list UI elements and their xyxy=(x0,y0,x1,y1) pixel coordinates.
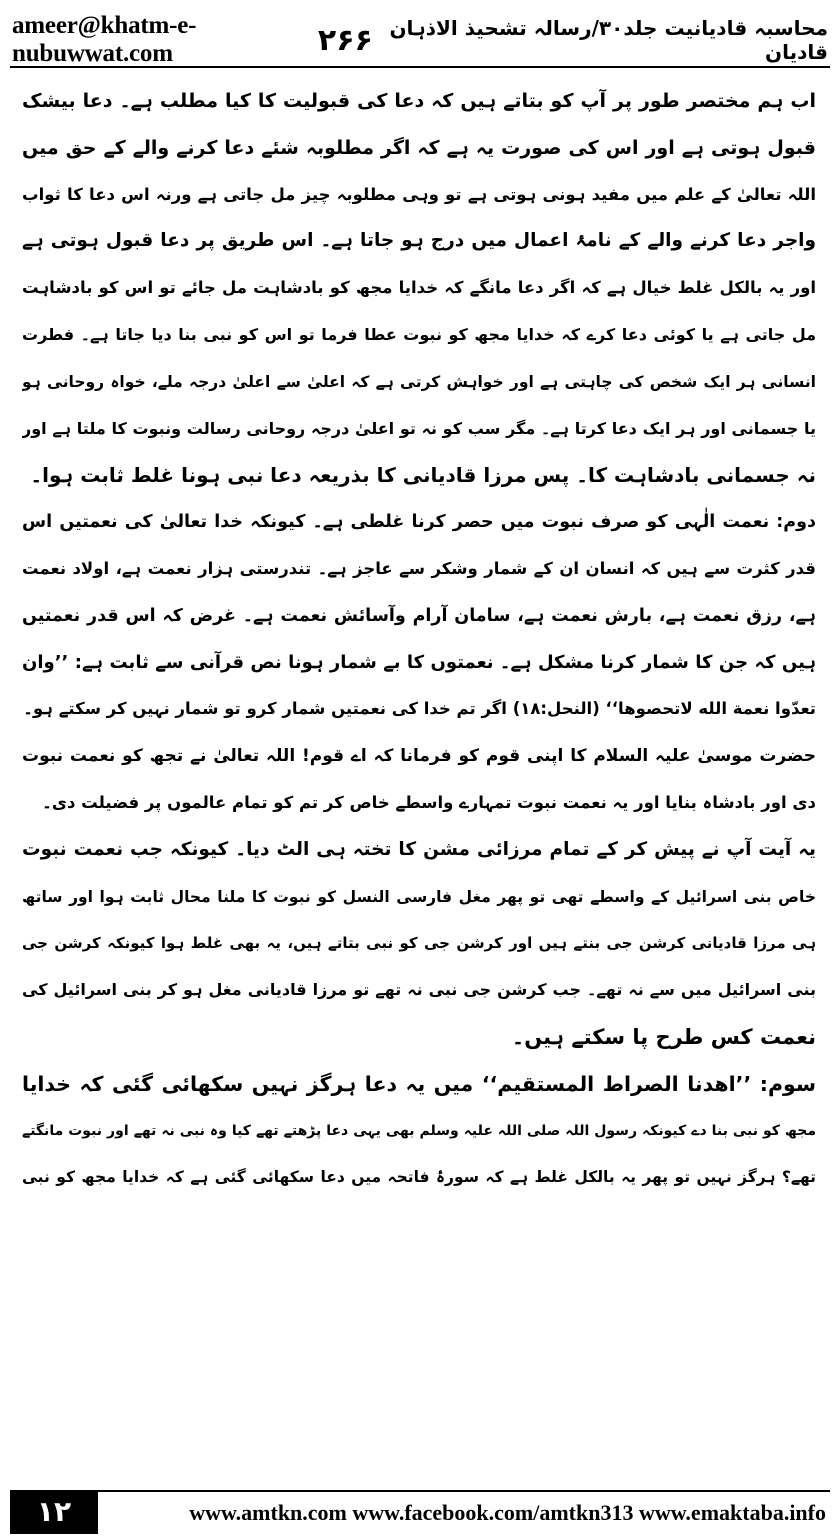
header-rule xyxy=(10,66,830,68)
footer-page-number: ۱۲ xyxy=(10,1490,98,1534)
text-line: دی اور بادشاہ بنایا اور یہ نعمت نبوت تمہارے واسطے خاص کر تم کو تمام عالموں پر فضیلت دی۔ xyxy=(42,792,816,812)
text-line: واجر دعا کرنے والے کے نامۂ اعمال میں درج ہو جاتا ہے۔ اس طریق پر دعا قبول ہوتی ہے xyxy=(22,230,816,252)
text-line: قبول ہوتی ہے اور اس کی صورت یہ ہے کہ اگر مطلوبہ شئے دعا کرنے والے کے حق میں xyxy=(22,136,816,159)
text-line: سوم: ’’اھدنا الصراط المستقیم‘‘ میں یہ دعا ہرگز نہیں سکھائی گئی کہ خدایا xyxy=(22,1071,816,1096)
header-page-number: ۲۶۶ xyxy=(317,22,373,58)
text-line: یا جسمانی اور ہر ایک دعا کرتا ہے۔ مگر سب کو نہ تو اعلیٰ درجہ روحانی رسالت ونبوت کا ملتا ہے اور xyxy=(22,418,816,438)
header-email: ameer@khatm-e-nubuwwat.com xyxy=(12,12,197,67)
text-line: ہی مرزا قادیانی کرشن جی بنتے ہیں اور کرشن جی کو نبی بتاتے ہیں، یہ بھی غلط ہوا کیونکہ کرشن جی xyxy=(22,934,816,953)
text-line: ہیں کہ جن کا شمار کرنا مشکل ہے۔ نعمتوں کا بے شمار ہونا نص قرآنی سے ثابت ہے: ’’وان xyxy=(22,651,816,673)
text-line: نعمت کس طرح پا سکتے ہیں۔ xyxy=(511,1024,816,1049)
text-line: ہے، رزق نعمت ہے، بارش نعمت ہے، سامان آرام وآسائش نعمت ہے۔ غرض کہ اس قدر نعمتیں xyxy=(22,605,816,626)
text-line: یہ آیت آپ نے پیش کر کے تمام مرزائی مشن کا تختہ ہی الٹ دیا۔ کیونکہ جب نعمت نبوت xyxy=(22,838,816,860)
text-line: نہ جسمانی بادشاہت کا۔ پس مرزا قادیانی کا بذریعہ دعا نبی ہونا غلط ثابت ہوا۔ xyxy=(30,463,816,488)
text-line: مل جاتی ہے یا کوئی دعا کرے کہ خدایا مجھ کو نبوت عطا فرما تو اس کو نبی بنا دیا جاتا ہے۔ فطرت xyxy=(22,324,816,344)
header-right xyxy=(318,16,828,64)
body-text xyxy=(22,78,816,1201)
text-line: دوم: نعمت الٰہی کو صرف نبوت میں حصر کرنا غلطی ہے۔ کیونکہ خدا تعالیٰ کی نعمتیں اس xyxy=(22,512,816,533)
text-line: بنی اسرائیل میں سے نہ تھے۔ جب کرشن جی نبی نہ تھے تو مرزا قادیانی مغل ہو کر بنی اسرائیل کی xyxy=(22,980,816,1000)
footer-links: www.amtkn.com www.facebook.com/amtkn313 www.emaktaba.info xyxy=(189,1500,826,1525)
text-line: تھے؟ ہرگز نہیں تو پھر یہ بالکل غلط ہے کہ سورۂ فاتحہ میں دعا سکھائی گئی ہے کہ خدایا مجھ کو نبی xyxy=(22,1168,816,1187)
text-line: انسانی ہر ایک شخص کی چاہتی ہے اور خواہش کرتی ہے کہ اعلیٰ سے اعلیٰ درجہ ملے، خواہ روحانی ہو xyxy=(22,372,816,391)
text-line: خاص بنی اسرائیل کے واسطے تھی تو پھر مغل فارسی النسل کو نبوت کا ملنا محال ثابت ہوا اور ساتھ xyxy=(22,887,816,906)
footer-rule xyxy=(98,1490,830,1492)
text-line: اور یہ بالکل غلط خیال ہے کہ اگر دعا مانگے کہ خدایا مجھ کو بادشاہت مل جائے تو اس کو بادشاہت xyxy=(22,278,816,298)
page-footer xyxy=(10,1490,830,1534)
running-title: محاسبہ قادیانیت جلد۳۰/رسالہ تشحیذ الاذہان قادیان xyxy=(389,16,828,64)
page-header xyxy=(12,12,828,67)
text-line: اب ہم مختصر طور پر آپ کو بتاتے ہیں کہ دعا کی قبولیت کا کیا مطلب ہے۔ دعا بیشک xyxy=(22,90,816,112)
text-line: حضرت موسیٰ علیہ السلام کا اپنی قوم کو فرمانا کہ اے قوم! اللہ تعالیٰ نے تجھ کو نعمت نبوت xyxy=(22,746,816,767)
text-line: اللہ تعالیٰ کے علم میں مفید ہونی ہوتی ہے تو وہی مطلوبہ چیز مل جاتی ہے ورنہ اس دعا کا ثواب xyxy=(22,184,816,204)
text-line: قدر کثرت سے ہیں کہ انسان ان کے شمار وشکر سے عاجز ہے۔ تندرستی ہزار نعمت ہے، اولاد نعمت xyxy=(22,558,816,578)
text-line: تعدّوا نعمة الله لاتحصوها‘‘ (النحل:۱۸) اگر تم خدا کی نعمتیں شمار کرو تو شمار نہیں کر سکتے ہو۔ xyxy=(23,699,816,719)
text-line: مجھ کو نبی بنا دے کیونکہ رسول اللہ صلی اللہ علیہ وسلم بھی یہی دعا پڑھتے تھے کیا وہ نبی نہ تھے اور نبوت مانگتے xyxy=(22,1122,816,1139)
